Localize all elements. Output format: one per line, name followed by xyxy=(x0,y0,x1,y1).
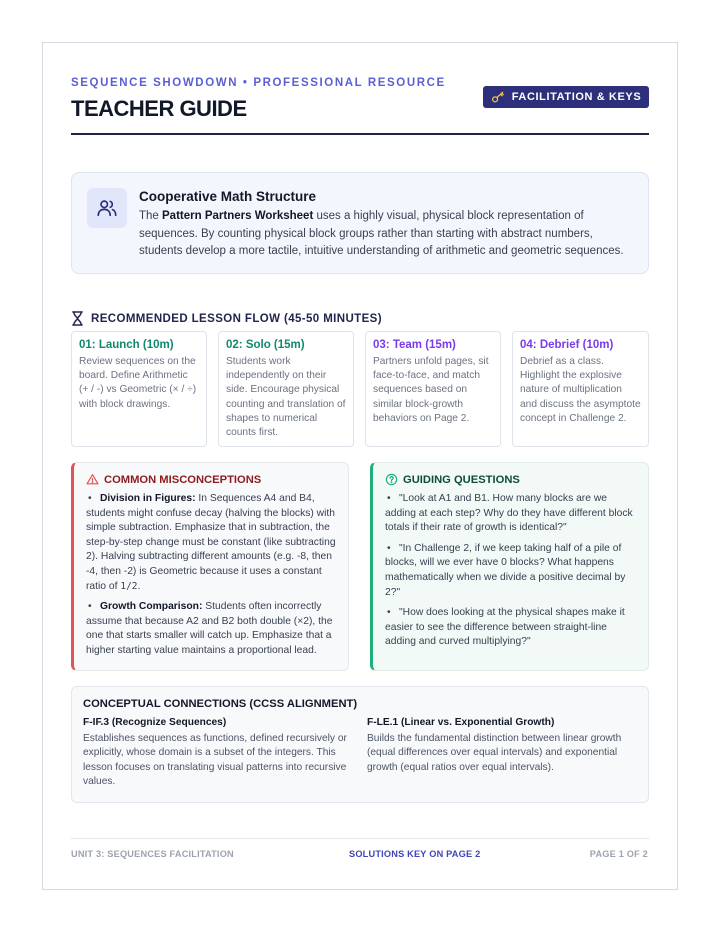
connection-text: Builds the fundamental distinction between linear growth (equal differences over equal intervals) and exponential growth (equal ratios over equal intervals). xyxy=(367,733,622,773)
list-item xyxy=(86,600,336,658)
bullet: • xyxy=(88,493,92,504)
step-card-team xyxy=(365,331,501,447)
page-title: TEACHER GUIDE xyxy=(71,96,247,121)
guiding-questions-title: GUIDING QUESTIONS xyxy=(403,473,520,486)
intro-text xyxy=(139,208,635,261)
eyebrow: SEQUENCE SHOWDOWN • PROFESSIONAL RESOURCE xyxy=(71,77,446,89)
item-bold: Growth Comparison: xyxy=(100,601,203,613)
item-code: 1/2 xyxy=(120,580,138,592)
step-card-launch xyxy=(71,331,207,447)
footer-divider xyxy=(71,838,649,839)
intro-text-rest: uses a highly visual, physical block representation of sequences. By counting physical block groups rather than starting with abstract numbers, students develop a more tactile, intuitive understanding of arithmetic and geometric sequences. xyxy=(139,210,624,257)
step-title: 03: Team (15m) xyxy=(373,339,456,351)
item-end: . xyxy=(137,580,141,592)
question-text: "How does looking at the physical shapes make it easier to see the difference between straight-line adding and curved multiplying?" xyxy=(385,607,625,648)
step-card-solo xyxy=(218,331,354,447)
connections-heading: CONCEPTUAL CONNECTIONS (CCSS ALIGNMENT) xyxy=(83,698,358,710)
facilitation-badge xyxy=(483,86,649,108)
list-item xyxy=(385,492,636,536)
misconceptions-list xyxy=(86,492,336,659)
step-text: Partners unfold pages, sit face-to-face, and match sequences based on similar block-growth behaviors on Page 2. xyxy=(373,356,489,424)
step-title: 02: Solo (15m) xyxy=(226,339,305,351)
guiding-questions-heading xyxy=(385,473,636,486)
bullet: • xyxy=(387,493,391,504)
bullet: • xyxy=(88,601,92,613)
intro-text-prefix: The xyxy=(139,210,163,222)
step-card-debrief xyxy=(512,331,649,447)
bullet: • xyxy=(387,542,391,554)
list-item xyxy=(385,542,636,600)
misconceptions-heading xyxy=(86,473,336,486)
help-circle-icon xyxy=(385,473,398,486)
list-item xyxy=(86,492,336,594)
connection-item xyxy=(367,717,637,790)
connection-title: F-LE.1 (Linear vs. Exponential Growth) xyxy=(367,717,555,728)
item-bold: Division in Figures: xyxy=(100,493,196,504)
footer-unit: UNIT 3: SEQUENCES FACILITATION xyxy=(71,849,234,859)
connections-card xyxy=(71,686,649,803)
connection-title: F-IF.3 (Recognize Sequences) xyxy=(83,717,227,728)
footer-page-number: PAGE 1 OF 2 xyxy=(589,849,648,859)
key-icon xyxy=(491,90,505,104)
item-text: In Sequences A4 and B4, students might confuse decay (halving the blocks) with simple subtraction. Emphasize that in subtraction, the step-by-step change must be constant (like subtracting 2). Halving subtracting different amounts (e.g. -8, then -4, then -2) is Geometric because it uses a constant ratio of xyxy=(86,493,336,592)
guiding-questions-panel xyxy=(370,462,649,671)
badge-label: FACILITATION & KEYS xyxy=(511,91,642,103)
item-text: Students often incorrectly assume that because A2 and B2 both double (×2), the one that starts smaller will catch up. Emphasize that a higher starting value maintains a proportional lead. xyxy=(86,601,333,656)
step-text: Students work independently on their side. Encourage physical counting and translation of shapes to numerical counts first. xyxy=(226,356,346,439)
intro-heading: Cooperative Math Structure xyxy=(139,189,317,204)
footer-solutions-note: SOLUTIONS KEY ON PAGE 2 xyxy=(349,849,481,859)
connection-text: Establishes sequences as functions, defined recursively or explicitly, whose domain is a subset of the integers. This lesson focuses on translating visual patterns into recursive values. xyxy=(83,733,347,788)
intro-icon-box xyxy=(87,188,127,228)
intro-card xyxy=(71,172,649,274)
warning-icon xyxy=(86,473,99,486)
step-title: 04: Debrief (10m) xyxy=(520,339,614,351)
question-text: "In Challenge 2, if we keep taking half of a pile of blocks, will we ever have 0 blocks? What happens mathematically when we divide a positive decimal by 2?" xyxy=(385,542,626,598)
users-icon xyxy=(96,197,118,219)
title-divider xyxy=(71,133,649,135)
step-text: Review sequences on the board. Define Arithmetic (+ / -) vs Geometric (× / ÷) with block drawings. xyxy=(79,356,197,410)
question-text: "Look at A1 and B1. How many blocks are we adding at each step? Why do they have different block totals if their rate of growth is identical?" xyxy=(385,493,633,534)
lesson-flow-title: RECOMMENDED LESSON FLOW (45-50 MINUTES) xyxy=(91,312,382,325)
misconceptions-panel xyxy=(71,462,349,671)
step-text: Debrief as a class. Highlight the explosive nature of multiplication and discuss the asymptote concept in Challenge 2. xyxy=(520,356,641,424)
guiding-questions-list xyxy=(385,492,636,650)
bullet: • xyxy=(387,607,391,619)
lesson-flow-heading xyxy=(71,311,382,326)
connection-item xyxy=(83,717,353,790)
intro-text-bold: Pattern Partners Worksheet xyxy=(162,210,314,222)
hourglass-icon xyxy=(71,311,84,326)
list-item xyxy=(385,606,636,650)
misconceptions-title: COMMON MISCONCEPTIONS xyxy=(104,473,262,486)
connections-columns xyxy=(83,717,637,790)
step-title: 01: Launch (10m) xyxy=(79,339,174,351)
